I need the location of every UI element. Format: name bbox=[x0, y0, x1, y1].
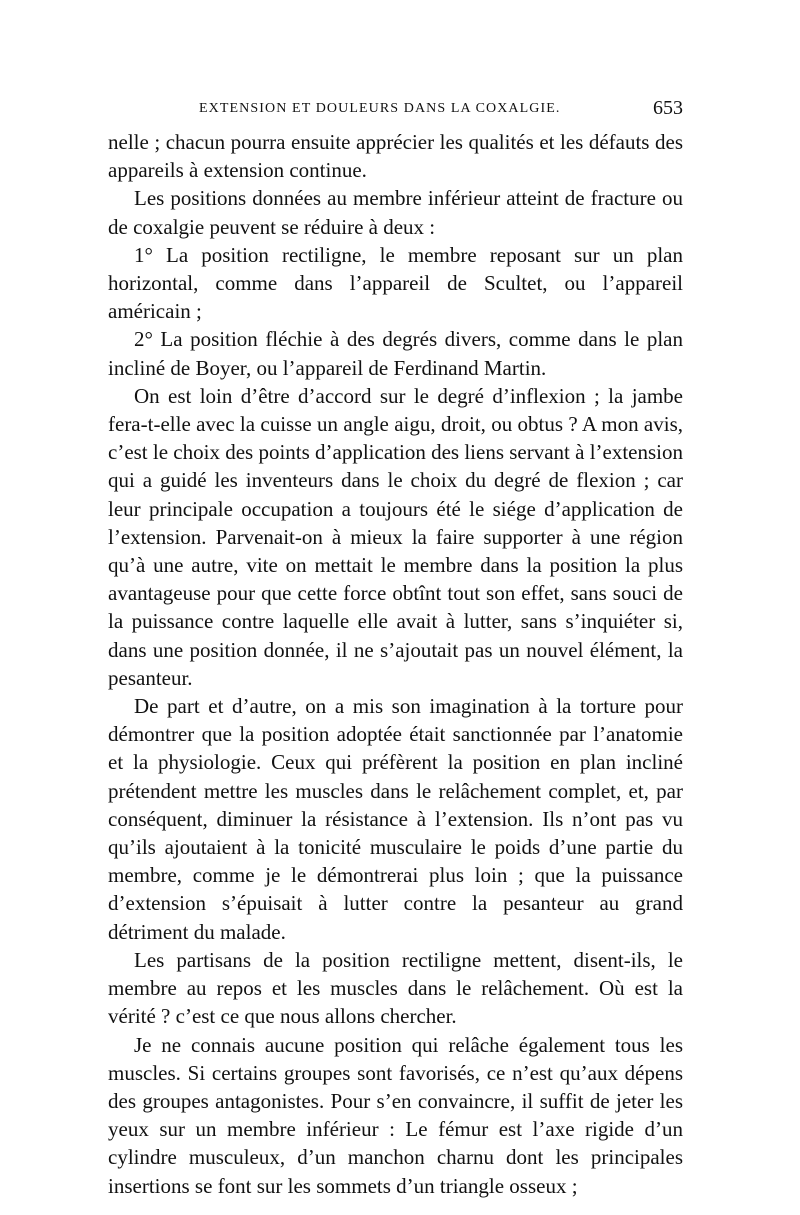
body-text bbox=[108, 128, 683, 1200]
paragraph: Les positions données au membre inférieur atteint de fracture ou de coxalgie peuvent se réduire à deux : bbox=[108, 186, 683, 239]
paragraph: Les partisans de la position rectiligne mettent, disent-ils, le membre au repos et les muscles dans le relâchement. Où est la vérité ? c’est ce que nous allons chercher. bbox=[108, 947, 683, 1029]
page-number: 653 bbox=[653, 97, 683, 119]
running-title: EXTENSION ET DOULEURS DANS LA COXALGIE. bbox=[199, 101, 561, 116]
paragraph-list-item-2: 2° La position fléchie à des degrés divers, comme dans le plan incliné de Boyer, ou l’appareil de Ferdinand Martin. bbox=[108, 327, 683, 380]
paragraph-continued: nelle ; chacun pourra ensuite apprécier les qualités et les défauts des appareils à extension continue. bbox=[108, 130, 683, 183]
paragraph: On est loin d’être d’accord sur le degré d’inflexion ; la jambe fera-t-elle avec la cuisse un angle aigu, droit, ou obtus ? A mon avis, c’est le choix des points d’application des liens servant à l’extension qui a guidé les inventeurs dans le choix du degré de flexion ; car leur principale occupation a toujours été le siége d’application de l’extension. Parvenait-on à mieux la faire supporter à une région qu’à une autre, vite on mettait le membre dans la position la plus avantageuse pour que cette force obtînt tout son effet, sans souci de la puissance contre laquelle elle avait à lutter, sans s’inquiéter si, dans une position donnée, il ne s’ajoutait pas un nouvel élément, la pesanteur. bbox=[108, 383, 684, 690]
paragraph: De part et d’autre, on a mis son imagination à la torture pour démontrer que la position adoptée était sanctionnée par l’anatomie et la physiologie. Ceux qui préfèrent la position en plan incliné prétendent mettre les muscles dans le relâchement complet, et, par conséquent, diminuer la résistance à l’extension. Ils n’ont pas vu qu’ils ajoutaient à la tonicité musculaire le poids d’une partie du membre, comme je le démontrerai plus loin ; que la puissance d’extension s’épuisait à lutter contre la pesanteur au grand détriment du malade. bbox=[108, 694, 683, 944]
paragraph-list-item-1: 1° La position rectiligne, le membre reposant sur un plan horizontal, comme dans l’appareil de Scultet, ou l’appareil américain ; bbox=[108, 242, 683, 324]
page-header bbox=[108, 97, 683, 121]
paragraph: Je ne connais aucune position qui relâche également tous les muscles. Si certains groupes sont favorisés, ce n’est qu’aux dépens des groupes antagonistes. Pour s’en convaincre, il suffit de jeter les yeux sur un membre inférieur : Le fémur est l’axe rigide d’un cylindre musculeux, d’un manchon charnu dont les principales insertions se font sur les sommets d’un triangle osseux ; bbox=[108, 1032, 683, 1198]
